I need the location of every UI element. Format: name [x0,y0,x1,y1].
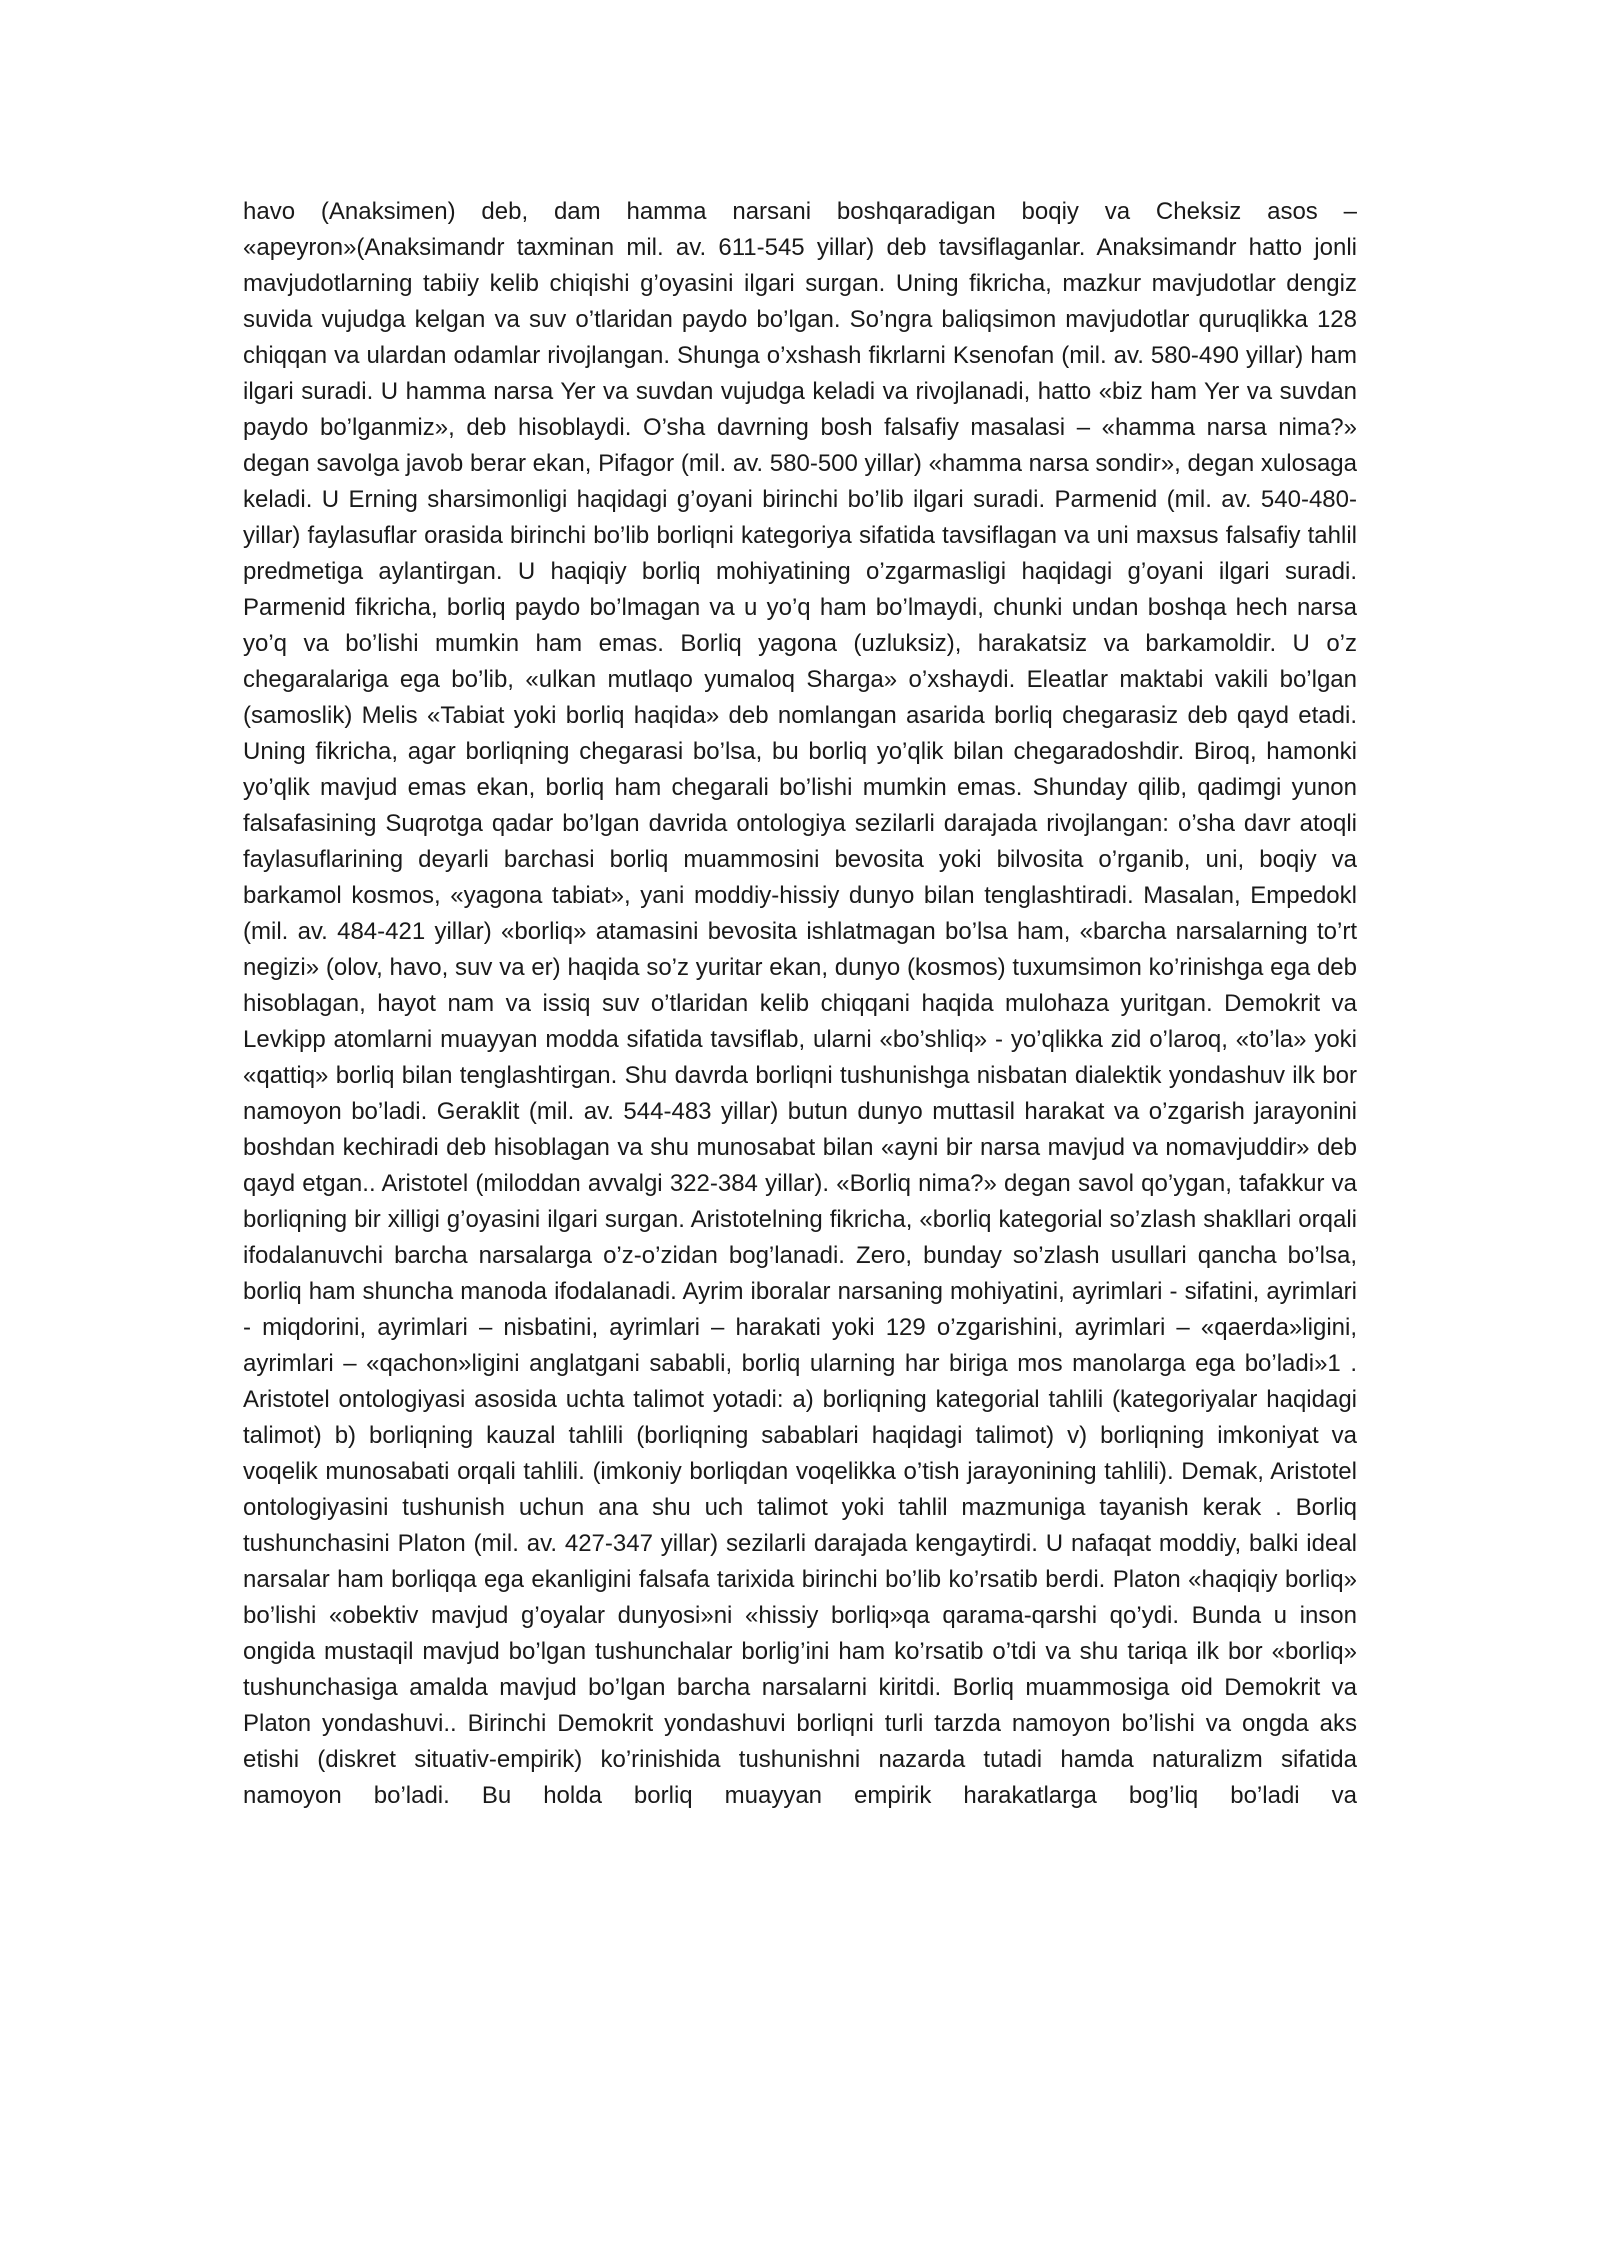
body-text-block [243,194,1357,1814]
body-paragraph: havo (Anaksimen) deb, dam hamma narsani boshqaradigan boqiy va Cheksiz asos – «apeyron»(Anaksimandr taxminan mil. av. 611-545 yillar) deb tavsiflaganlar. Anaksimandr hatto jonli mavjudotlarning tabiiy kelib chiqishi g’oyasini ilgari surgan. Uning fikricha, mazkur mavjudotlar dengiz suvida vujudga kelgan va suv o’tlaridan paydo bo’lgan. So’ngra baliqsimon mavjudotlar quruqlikka 128 chiqqan va ulardan odamlar rivojlangan. Shunga o’xshash fikrlarni Ksenofan (mil. av. 580-490 yillar) ham ilgari suradi. U hamma narsa Yer va suvdan vujudga keladi va rivojlanadi, hatto «biz ham Yer va suvdan paydo bo’lganmiz», deb hisoblaydi. O’sha davrning bosh falsafiy masalasi – «hamma narsa nima?» degan savolga javob berar ekan, Pifagor (mil. av. 580-500 yillar) «hamma narsa sondir», degan xulosaga keladi. U Erning sharsimonligi haqidagi g’oyani birinchi bo’lib ilgari suradi. Parmenid (mil. av. 540-480-yillar) faylasuflar orasida birinchi bo’lib borliqni kategoriya sifatida tavsiflagan va uni maxsus falsafiy tahlil predmetiga aylantirgan. U haqiqiy borliq mohiyatining o’zgarmasligi haqidagi g’oyani ilgari suradi. Parmenid fikricha, borliq paydo bo’lmagan va u yo’q ham bo’lmaydi, chunki undan boshqa hech narsa yo’q va bo’lishi mumkin ham emas. Borliq yagona (uzluksiz), harakatsiz va barkamoldir. U o’z chegaralariga ega bo’lib, «ulkan mutlaqo yumaloq Sharga» o’xshaydi. Eleatlar maktabi vakili bo’lgan (samoslik) Melis «Tabiat yoki borliq haqida» deb nomlangan asarida borliq chegarasiz deb qayd etadi. Uning fikricha, agar borliqning chegarasi bo’lsa, bu borliq yo’qlik bilan chegaradoshdir. Biroq, hamonki yo’qlik mavjud emas ekan, borliq ham chegarali bo’lishi mumkin emas. Shunday qilib, qadimgi yunon falsafasining Suqrotga qadar bo’lgan davrida ontologiya sezilarli darajada rivojlangan: o’sha davr atoqli faylasuflarining deyarli barchasi borliq muammosini bevosita yoki bilvosita o’rganib, uni, boqiy va barkamol kosmos, «yagona tabiat», yani moddiy-hissiy dunyo bilan tenglashtiradi. Masalan, Empedokl (mil. av. 484-421 yillar) «borliq» atamasini bevosita ishlatmagan bo’lsa ham, «barcha narsalarning to’rt negizi» (olov, havo, suv va er) haqida so’z yuritar ekan, dunyo (kosmos) tuxumsimon ko’rinishga ega deb hisoblagan, hayot nam va issiq suv o’tlaridan kelib chiqqani haqida mulohaza yuritgan. Demokrit va Levkipp atomlarni muayyan modda sifatida tavsiflab, ularni «bo’shliq» - yo’qlikka zid o’laroq, «to’la» yoki «qattiq» borliq bilan tenglashtirgan. Shu davrda borliqni tushunishga nisbatan dialektik yondashuv ilk bor namoyon bo’ladi. Geraklit (mil. av. 544-483 yillar) butun dunyo muttasil harakat va o’zgarish jarayonini boshdan kechiradi deb hisoblagan va shu munosabat bilan «ayni bir narsa mavjud va nomavjuddir» deb qayd etgan.. Aristotel (miloddan avvalgi 322-384 yillar). «Borliq nima?» degan savol qo’ygan, tafakkur va borliqning bir xilligi g’oyasini ilgari surgan. Aristotelning fikricha, «borliq kategorial so’zlash shakllari orqali ifodalanuvchi barcha narsalarga o’z-o’zidan bog’lanadi. Zero, bunday so’zlash usullari qancha bo’lsa, borliq ham shuncha manoda ifodalanadi. Ayrim iboralar narsaning mohiyatini, ayrimlari - sifatini, ayrimlari - miqdorini, ayrimlari – nisbatini, ayrimlari – harakati yoki 129 o’zgarishini, ayrimlari – «qaerda»ligini, ayrimlari – «qachon»ligini anglatgani sababli, borliq ularning har biriga mos manolarga ega bo’ladi»1 . Aristotel ontologiyasi asosida uchta talimot yotadi: a) borliqning kategorial tahlili (kategoriyalar haqidagi talimot) b) borliqning kauzal tahlili (borliqning sabablari haqidagi talimot) v) borliqning imkoniyat va voqelik munosabati orqali tahlili. (imkoniy borliqdan voqelikka o’tish jarayonining tahlili). Demak, Aristotel ontologiyasini tushunish uchun ana shu uch talimot yoki tahlil mazmuniga tayanish kerak . Borliq tushunchasini Platon (mil. av. 427-347 yillar) sezilarli darajada kengaytirdi. U nafaqat moddiy, balki ideal narsalar ham borliqqa ega ekanligini falsafa tarixida birinchi bo’lib ko’rsatib berdi. Platon «haqiqiy borliq» bo’lishi «obektiv mavjud g’oyalar dunyosi»ni «hissiy borliq»qa qarama-qarshi qo’ydi. Bunda u inson ongida mustaqil mavjud bo’lgan tushunchalar borlig’ini ham ko’rsatib o’tdi va shu tariqa ilk bor «borliq» tushunchasiga amalda mavjud bo’lgan barcha narsalarni kiritdi. Borliq muammosiga oid Demokrit va Platon yondashuvi.. Birinchi Demokrit yondashuvi borliqni turli tarzda namoyon bo’lishi va ongda aks etishi (diskret situativ-empirik) ko’rinishida tushunishni nazarda tutadi hamda naturalizm sifatida namoyon bo’ladi. Bu holda borliq muayyan empirik harakatlarga bog’liq bo’ladi va [243,198,1357,1809]
